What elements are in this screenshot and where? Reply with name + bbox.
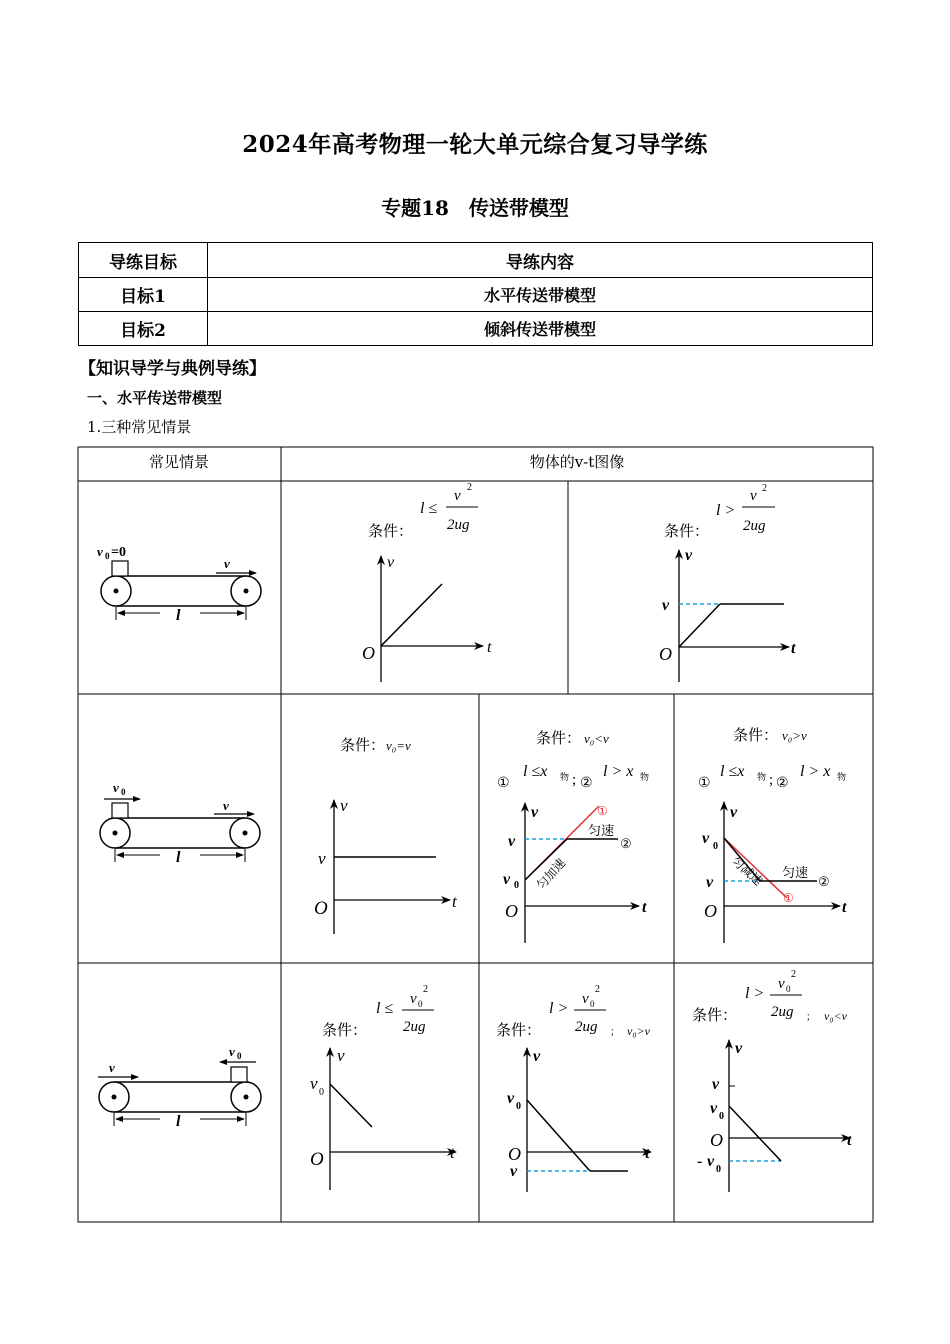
svg-text:v: v (318, 849, 326, 868)
svg-text:t: t (842, 899, 847, 916)
svg-text:条件：: 条件： (664, 524, 710, 540)
col-header-vt: 物体的v-t图像 (529, 453, 625, 471)
svg-text:2ug: 2ug (403, 1019, 426, 1035)
svg-text:v: v (410, 991, 417, 1007)
svg-text:v₀>v: v₀>v (782, 728, 807, 743)
svg-text:条件：: 条件： (368, 524, 414, 540)
svg-text:l >: l > (549, 1000, 569, 1017)
page-title: 2024年高考物理一轮大单元综合复习导学练 (242, 131, 708, 158)
svg-text:0: 0 (716, 1164, 721, 1175)
vt-graph-r2-c1 (314, 737, 458, 934)
svg-text:条件：: 条件： (692, 1008, 738, 1024)
svg-text:条件：: 条件： (733, 728, 779, 744)
vt-graph-r3-c2 (496, 984, 651, 1192)
svg-text:O: O (710, 1130, 723, 1150)
table-grid (78, 447, 873, 1222)
svg-text:v: v (778, 976, 785, 992)
svg-text:物: 物 (560, 772, 570, 782)
svg-text:2: 2 (791, 969, 796, 980)
table-cell: 目标2 (79, 312, 208, 346)
svg-text:l ≤: l ≤ (420, 500, 438, 517)
svg-text:2ug: 2ug (771, 1004, 794, 1020)
svg-text:v: v (730, 804, 738, 821)
svg-text:O: O (505, 901, 518, 921)
svg-text:l >: l > (716, 502, 736, 519)
svg-text:v: v (712, 1076, 720, 1093)
svg-text:l: l (176, 849, 181, 866)
svg-text:0: 0 (516, 1101, 521, 1112)
svg-text:①: ① (783, 891, 794, 905)
vt-graph-r2-c2 (497, 730, 649, 943)
svg-text:匀速: 匀速 (782, 866, 809, 881)
svg-text:l ≤: l ≤ (376, 1000, 394, 1017)
svg-text:=0: =0 (111, 545, 126, 560)
table-header-cell: 导练内容 (208, 243, 873, 278)
svg-text:v: v (706, 874, 714, 891)
svg-text:物: 物 (757, 772, 767, 782)
svg-text:t: t (847, 1132, 852, 1149)
svg-text:①: ① (698, 776, 711, 791)
svg-text:l: l (176, 607, 181, 624)
svg-text:v: v (510, 1163, 518, 1180)
belt-diagram-1 (97, 544, 261, 624)
svg-text:O: O (508, 1144, 521, 1164)
svg-text:2: 2 (595, 984, 600, 995)
belt-diagram-3 (98, 1044, 261, 1130)
svg-text:v: v (454, 488, 461, 504)
svg-text:v: v (710, 1100, 718, 1117)
svg-text:v: v (229, 1044, 235, 1059)
svg-text:l: l (176, 1113, 181, 1130)
svg-text:2: 2 (762, 483, 767, 494)
vt-graph-r2-c3 (698, 727, 847, 943)
svg-text:v: v (662, 597, 670, 614)
svg-text:条件：: 条件： (322, 1023, 368, 1039)
svg-text:t: t (645, 1145, 650, 1162)
table-cell: 水平传送带模型 (208, 278, 873, 312)
svg-text:0: 0 (105, 551, 110, 561)
svg-text:O: O (704, 901, 717, 921)
svg-text:0: 0 (786, 984, 791, 994)
svg-text:②: ② (620, 836, 632, 851)
vt-graph-r1-c1 (362, 482, 492, 682)
svg-text:v: v (507, 1090, 515, 1107)
svg-text:②: ② (580, 776, 593, 791)
svg-text:v₀<v: v₀<v (824, 1009, 847, 1023)
page-subtitle: 专题18 传送带模型 (381, 196, 569, 220)
svg-text:2ug: 2ug (743, 518, 766, 534)
svg-text:O: O (314, 898, 328, 919)
table-cell: 倾斜传送带模型 (208, 312, 873, 346)
svg-text:②: ② (776, 776, 789, 791)
svg-text:l ≤x: l ≤x (523, 763, 548, 780)
svg-text:O: O (310, 1149, 324, 1170)
svg-text:l >: l > (745, 985, 765, 1002)
svg-text:物: 物 (640, 772, 650, 782)
vt-graph-r3-c3 (692, 969, 852, 1192)
svg-text:0: 0 (514, 880, 519, 891)
svg-text:v: v (508, 833, 516, 850)
block-icon (231, 1067, 247, 1082)
svg-text:l ≤x: l ≤x (720, 763, 745, 780)
svg-text:v: v (224, 556, 230, 571)
svg-text:v: v (707, 1153, 715, 1170)
svg-text:匀加速: 匀加速 (533, 855, 569, 893)
svg-text:-: - (697, 1153, 703, 1170)
svg-text:条件：: 条件： (536, 731, 582, 747)
svg-text:;: ; (769, 772, 774, 788)
svg-text:t: t (487, 639, 492, 656)
svg-text:；: ； (806, 1012, 816, 1023)
table-cell: 目标1 (79, 278, 208, 312)
svg-text:v₀>v: v₀>v (627, 1024, 650, 1038)
svg-text:0: 0 (590, 999, 595, 1009)
svg-text:;: ; (572, 772, 577, 788)
svg-text:2: 2 (423, 984, 428, 995)
section-heading: 一、水平传送带模型 (87, 389, 223, 407)
svg-text:0: 0 (319, 1087, 324, 1098)
svg-text:0: 0 (719, 1111, 724, 1122)
section-text: 1.三种常见情景 (87, 418, 192, 436)
svg-text:v: v (582, 991, 589, 1007)
svg-text:v₀=v: v₀=v (386, 738, 411, 753)
vt-graph-r1-c2 (659, 483, 796, 682)
svg-text:v: v (533, 1048, 541, 1065)
svg-text:v: v (223, 798, 229, 813)
svg-text:v: v (340, 796, 348, 815)
svg-text:t: t (450, 1143, 455, 1162)
svg-text:l > x: l > x (603, 763, 634, 780)
svg-text:O: O (362, 643, 375, 663)
svg-text:v: v (702, 830, 710, 847)
svg-text:0: 0 (418, 999, 423, 1009)
svg-text:v: v (750, 488, 757, 504)
svg-text:t: t (791, 640, 796, 657)
svg-text:2: 2 (467, 482, 472, 493)
svg-text:l > x: l > x (800, 763, 831, 780)
svg-text:物: 物 (837, 772, 847, 782)
svg-text:0: 0 (713, 841, 718, 852)
svg-text:v: v (337, 1046, 345, 1065)
svg-text:v: v (735, 1040, 743, 1057)
svg-text:v₀<v: v₀<v (584, 731, 609, 746)
svg-text:t: t (642, 899, 647, 916)
svg-text:2ug: 2ug (447, 517, 470, 533)
svg-text:②: ② (818, 874, 830, 889)
svg-text:①: ① (497, 776, 510, 791)
svg-text:t: t (452, 892, 457, 911)
svg-text:0: 0 (121, 787, 126, 797)
vt-graph-r3-c1 (310, 984, 456, 1190)
svg-text:v: v (109, 1060, 115, 1075)
svg-text:O: O (659, 644, 672, 664)
svg-text:v: v (310, 1074, 318, 1093)
svg-text:匀速: 匀速 (588, 824, 615, 839)
svg-text:匀减速: 匀减速 (728, 853, 766, 889)
svg-text:v: v (503, 871, 511, 888)
belt-diagram-2 (100, 780, 260, 866)
svg-text:0: 0 (237, 1051, 242, 1061)
svg-text:v: v (113, 780, 119, 795)
svg-text:①: ① (597, 804, 608, 818)
svg-text:v: v (97, 544, 103, 559)
svg-text:v: v (531, 804, 539, 821)
section-heading: 【知识导学与典例导练】 (79, 359, 266, 379)
block-icon (112, 561, 128, 576)
svg-text:条件：: 条件： (496, 1023, 542, 1039)
table-header-cell: 导练目标 (79, 243, 208, 278)
svg-text:v: v (685, 547, 693, 564)
svg-text:条件：: 条件： (340, 738, 386, 754)
col-header-scene: 常见情景 (148, 453, 210, 471)
svg-text:v: v (387, 554, 395, 571)
svg-text:2ug: 2ug (575, 1019, 598, 1035)
block-icon (112, 803, 128, 818)
svg-text:；: ； (610, 1027, 620, 1038)
